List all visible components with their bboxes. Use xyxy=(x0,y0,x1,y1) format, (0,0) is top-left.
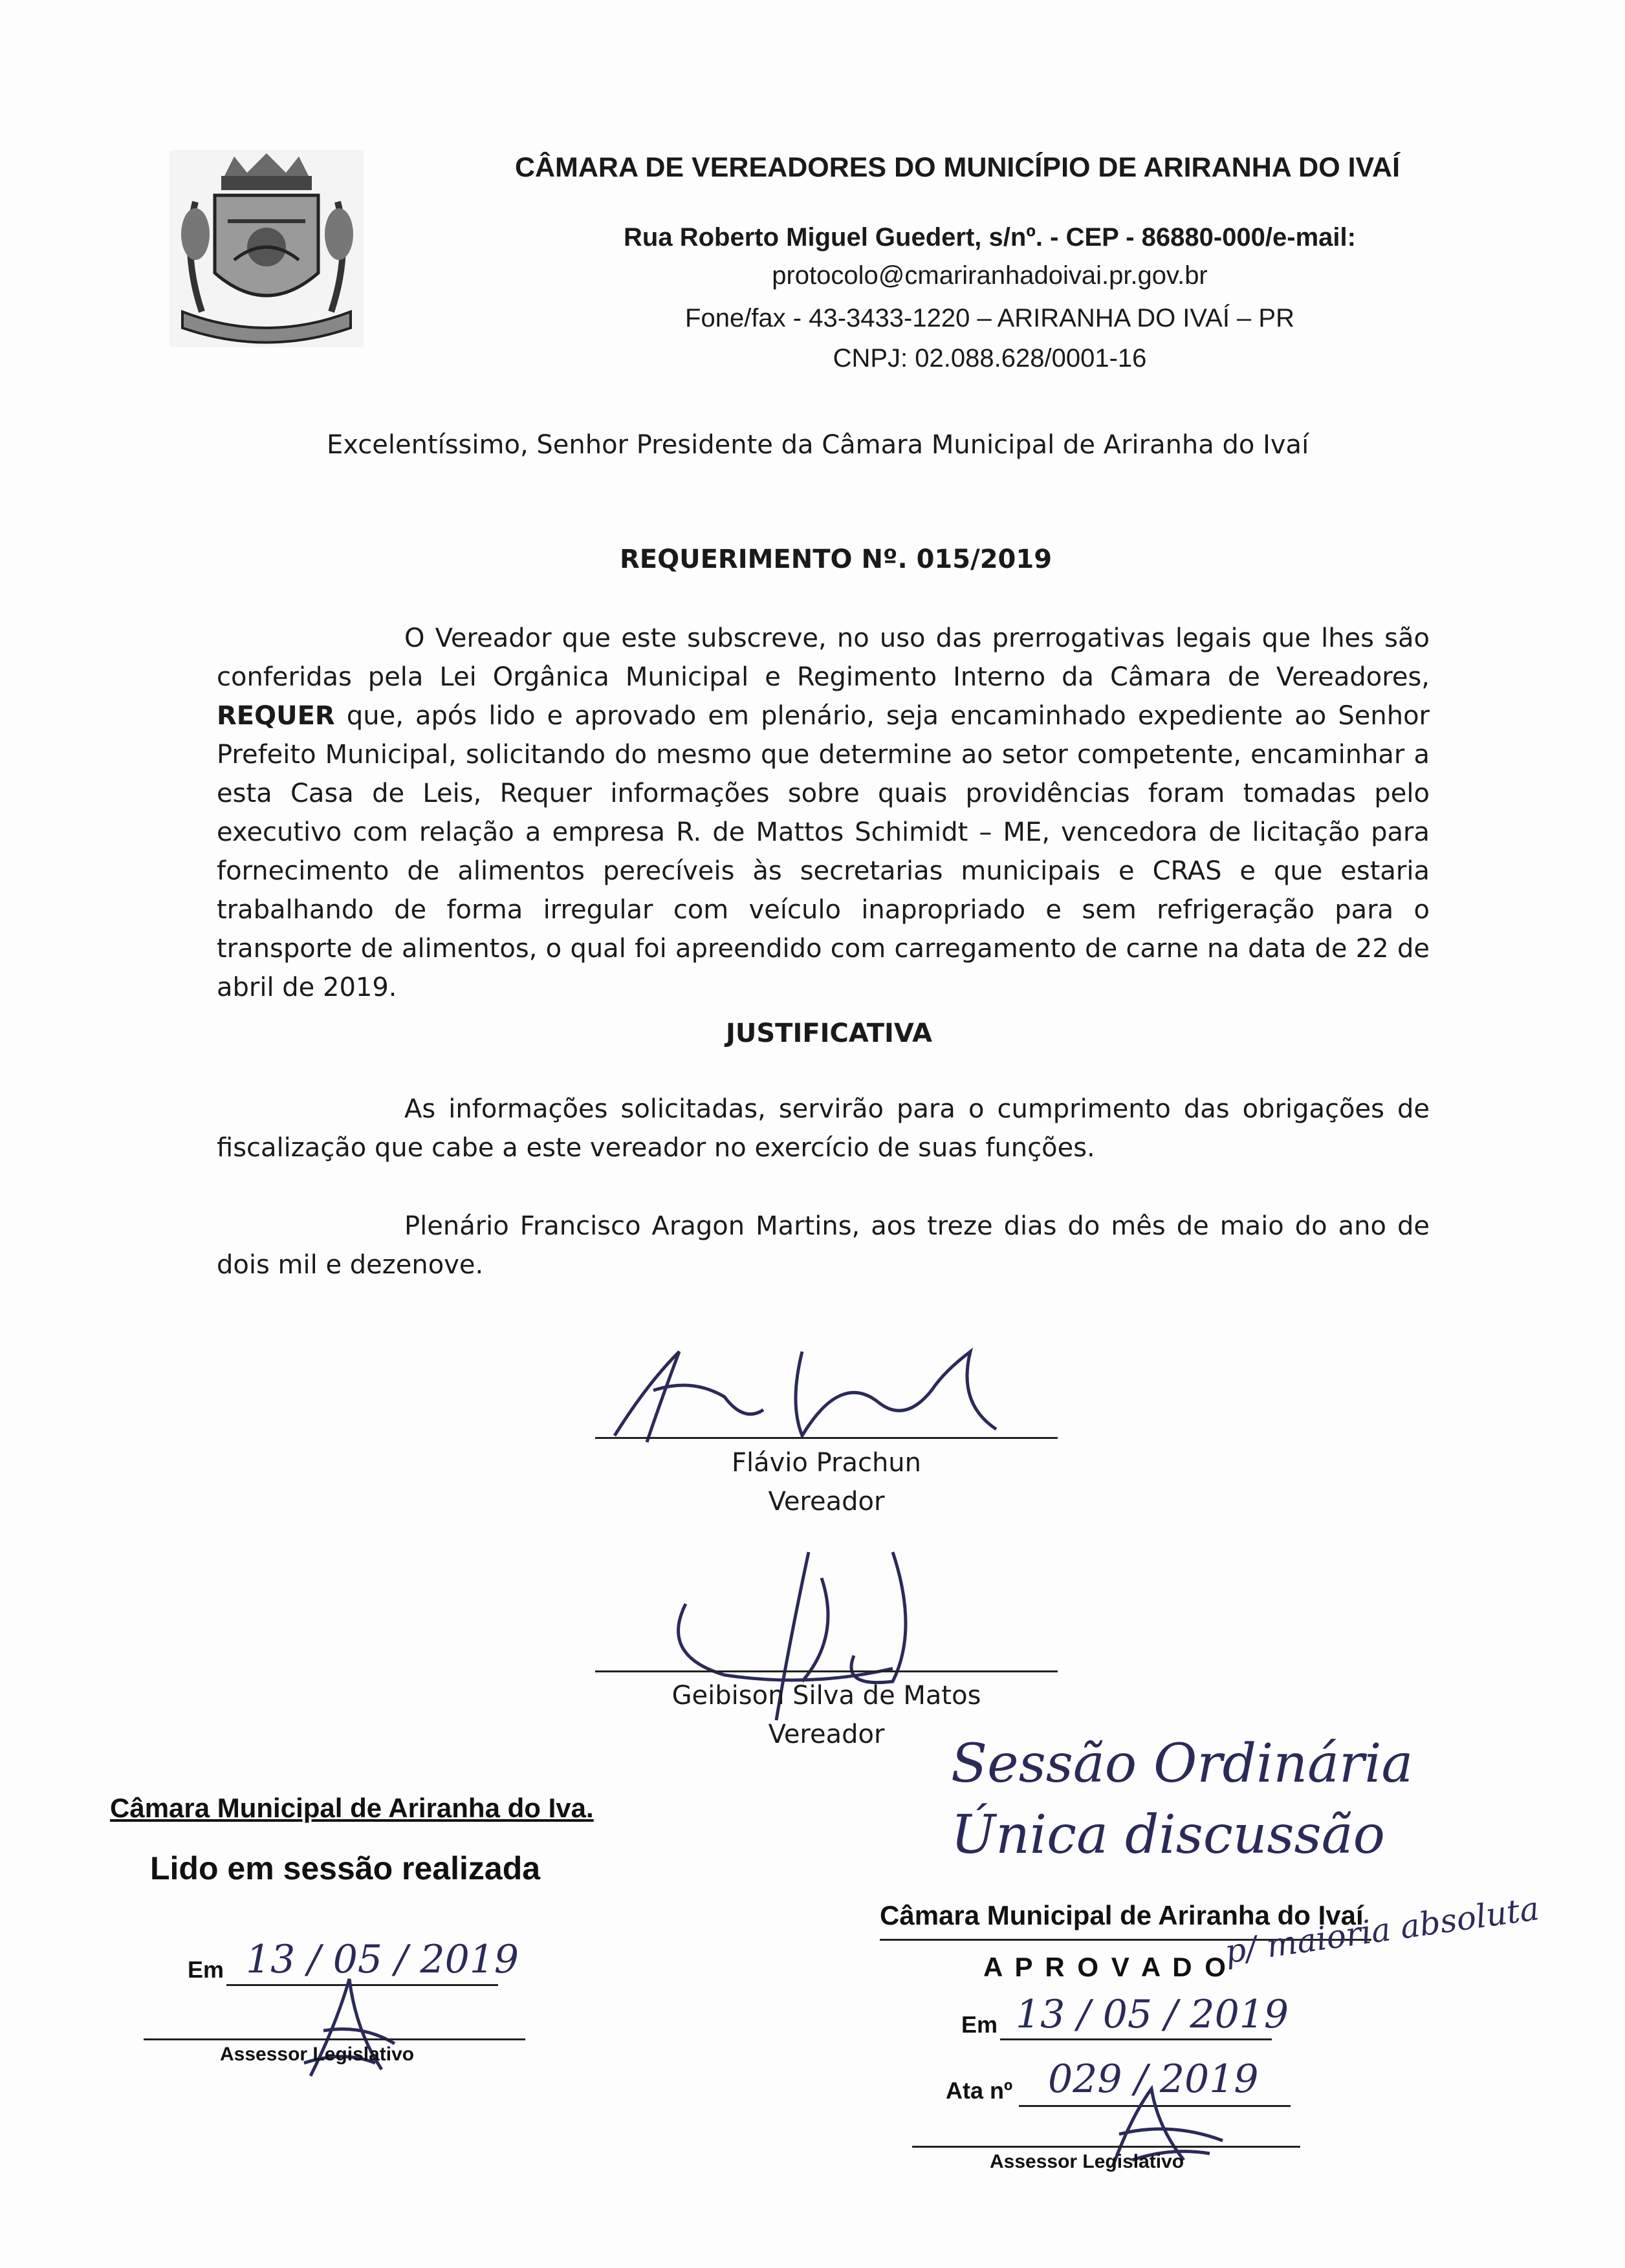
right-stamp-ata-value: 029 / 2019 xyxy=(1048,2057,1259,2102)
signature-1-line xyxy=(595,1437,1058,1439)
left-stamp-signature xyxy=(285,1972,401,2082)
salutation: Excelentíssimo, Senhor Presidente da Câmara Municipal de Ariranha do Ivaí xyxy=(327,430,1309,460)
right-stamp-sign-label: Assessor Legislativo xyxy=(990,2151,1184,2172)
left-stamp-status: Lido em sessão realizada xyxy=(150,1850,541,1886)
signature-1-handwriting xyxy=(608,1332,1022,1449)
justification-text: As informações solicitadas, servirão para o cumprimento das obrigações de fiscalização que cabe a este vereador no exercício de suas funções. xyxy=(217,1094,1430,1163)
left-stamp-sign-label: Assessor Legislativo xyxy=(220,2044,415,2065)
right-stamp-hand-line1: Sessão Ordinária xyxy=(951,1733,1413,1795)
signature-1-role: Vereador xyxy=(768,1487,885,1517)
right-stamp-org: Câmara Municipal de Ariranha do Ivaí xyxy=(880,1900,1364,1930)
left-stamp-org: Câmara Municipal de Ariranha do Iva. xyxy=(110,1793,594,1823)
request-text-rest: que, após lido e aprovado em plenário, seja encaminhado expediente ao Senhor Prefeito Municipal, solicitando do mesmo que determine ao setor competente, encaminhar a esta Casa de Leis, Requer informações sobre quais providências foram tomadas pelo executivo com relação a empresa R. de Mattos Schimidt – ME, vencedora de licitação para fornecimento de alimentos perecíveis às secretarias municipais e CRAS e que estaria trabalhando de forma irregular com veículo inapropriado e sem refrigeração para o transporte de alimentos, o qual foi apreendido com carregamento de carne na data de 22 de abril de 2019. xyxy=(217,701,1430,1002)
right-stamp-date-value: 13 / 05 / 2019 xyxy=(1016,1992,1289,2037)
closing-text: Plenário Francisco Aragon Martins, aos treze dias do mês de maio do ano de dois mil e dezenove. xyxy=(217,1211,1430,1280)
signature-2-name: Geibison Silva de Matos xyxy=(671,1681,981,1711)
signature-1-name: Flávio Prachun xyxy=(731,1448,922,1478)
left-stamp-date-value: 13 / 05 / 2019 xyxy=(246,1937,519,1982)
institution-phone: Fone/fax - 43-3433-1220 – ARIRANHA DO IVAÍ – PR xyxy=(685,304,1294,332)
signature-2-line xyxy=(595,1670,1058,1672)
left-stamp-sign-line xyxy=(144,2038,525,2040)
left-stamp-date-label: Em xyxy=(188,1956,224,1983)
right-stamp-ata-label: Ata nº xyxy=(946,2077,1013,2104)
institution-cnpj: CNPJ: 02.088.628/0001-16 xyxy=(833,344,1147,373)
institution-address: Rua Roberto Miguel Guedert, s/nº. - CEP - 86880-000/e-mail: xyxy=(624,223,1356,252)
coat-of-arms-icon xyxy=(169,150,364,347)
right-stamp-status-hand: p/ maioria absoluta xyxy=(1223,1889,1542,1971)
request-text-start: O Vereador que este subscreve, no uso das prerrogativas legais que lhes são conferidas pela Lei Orgânica Municipal e Regimento Interno da Câmara de Vereadores, xyxy=(217,623,1430,692)
request-paragraph xyxy=(217,619,1430,1007)
request-keyword: REQUER xyxy=(217,701,335,731)
institution-title: CÂMARA DE VEREADORES DO MUNICÍPIO DE ARIRANHA DO IVAÍ xyxy=(514,152,1401,183)
right-stamp-date-label: Em xyxy=(961,2011,998,2038)
right-stamp-hand-line2: Única discussão xyxy=(951,1804,1385,1866)
right-stamp-date-line xyxy=(1000,2038,1272,2040)
right-stamp-sign-line xyxy=(912,2146,1300,2148)
right-stamp-status: A P R O V A D O xyxy=(983,1952,1228,1982)
signature-2-role: Vereador xyxy=(768,1720,885,1749)
document-title: REQUERIMENTO Nº. 015/2019 xyxy=(620,545,1052,574)
institution-email: protocolo@cmariranhadoivai.pr.gov.br xyxy=(772,261,1208,290)
justification-heading: JUSTIFICATIVA xyxy=(726,1019,933,1048)
